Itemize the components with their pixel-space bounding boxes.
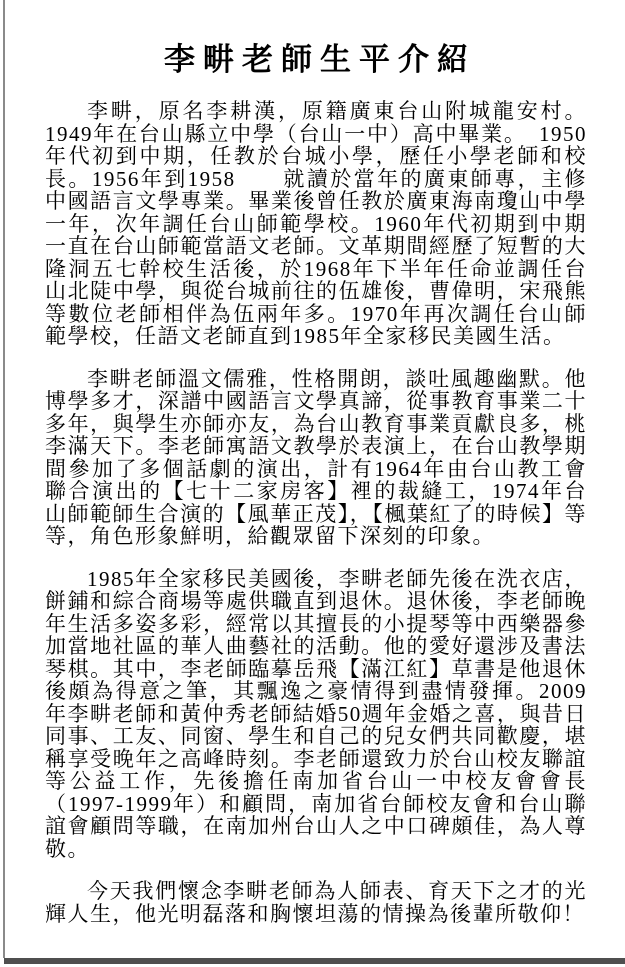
document-content (45, 0, 587, 945)
biography-paragraph-4: 今天我們懷念李畊老師為人師表、育天下之才的光輝人生，他光明磊落和胸懷坦蕩的情操為後輩所敬仰！ (45, 879, 587, 926)
left-page-edge-line (3, 0, 5, 958)
biography-paragraph-1: 李畊，原名李耕漢，原籍廣東台山附城龍安村。1949年在台山縣立中學（台山一中）高中畢業。 1950年代初到中期，任教於台城小學，歷任小學老師和校長。1956年到1958 就讀於當年的廣東師專，主修中國語言文學專業。畢業後曾任教於廣東海南瓊山中學一年，次年調任台山師範學校。1960年代初期到中期一直在台山師範當語文老師。文革期間經歷了短暫的大隆洞五七幹校生活後，於1968年下半年任命並調任台山北陡中學，與從台城前往的伍雄俊，曹偉明，宋飛熊等數位老師相伴為伍兩年多。1970年再次調任台山師範學校，任語文老師直到1985年全家移民美國生活。 (45, 99, 587, 348)
bottom-border-bar (4, 958, 625, 964)
biography-paragraph-3: 1985年全家移民美國後，李畊老師先後在洗衣店，餅鋪和綜合商場等處供職直到退休。退休後，李老師晚年生活多姿多彩，經常以其擅長的小提琴等中西樂器參加當地社區的華人曲藝社的活動。他的愛好還涉及書法琴棋。其中，李老師臨摹岳飛【滿江紅】草書是他退休後頗為得意之筆，其飄逸之豪情得到盡情發揮。2009年李畊老師和黃仲秀老師結婚50週年金婚之喜，與昔日同事、工友、同窗、學生和自己的兒女們共同歡慶，堪稱享受晚年之高峰時刻。李老師還致力於台山校友聯誼等公益工作，先後擔任南加省台山一中校友會會長（1997-1999年）和顧問，南加省台師校友會和台山聯誼會顧問等職，在南加州台山人之中口碑頗佳，為人尊敬。 (45, 566, 587, 861)
biography-paragraph-2: 李畊老師溫文儒雅，性格開朗，談吐風趣幽默。他博學多才，深譜中國語言文學真諦，從事教育事業二十多年，與學生亦師亦友，為台山教育事業貢獻良多，桃李滿天下。李老師寓語文教學於表演上，在台山教學期間參加了多個話劇的演出，計有1964年由台山教工會聯合演出的【七十二家房客】裡的裁縫工，1974年台山師範師生合演的【風華正茂】，【楓葉紅了的時候】等等，角色形象鮮明，給觀眾留下深刻的印象。 (45, 366, 587, 548)
page-title: 李畊老師生平介紹 (164, 42, 476, 77)
